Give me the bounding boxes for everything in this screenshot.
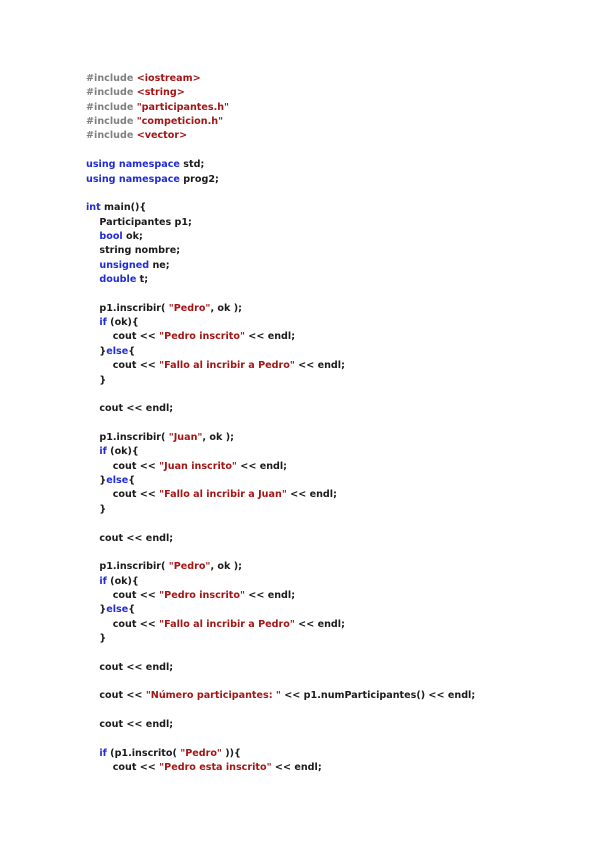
code-token: if bbox=[99, 317, 107, 329]
code-line bbox=[86, 244, 586, 258]
code-token: if bbox=[99, 575, 107, 587]
code-line bbox=[86, 517, 586, 531]
code-token: else bbox=[106, 475, 129, 487]
code-token: "Juan" bbox=[168, 431, 203, 443]
code-token: { bbox=[128, 604, 136, 616]
code-token: << endl; bbox=[271, 762, 322, 774]
code-token: << p1.numParticipantes() << endl; bbox=[280, 690, 476, 702]
code-token: "Fallo al incribir a Pedro" bbox=[159, 618, 295, 630]
code-token: bool bbox=[99, 230, 123, 242]
code-token: cout << endl; bbox=[86, 532, 174, 544]
code-token: #include bbox=[86, 87, 137, 99]
code-token: cout << bbox=[86, 589, 160, 601]
code-token: "Pedro" bbox=[180, 747, 222, 759]
code-token: using bbox=[86, 173, 116, 185]
code-token: #include bbox=[86, 101, 137, 113]
code-token: <string> bbox=[136, 87, 185, 99]
code-token: << endl; bbox=[244, 589, 296, 601]
code-line bbox=[86, 129, 586, 143]
code-token: "Pedro esta inscrito" bbox=[159, 762, 272, 774]
code-token: { bbox=[128, 475, 136, 487]
code-token: if bbox=[99, 446, 107, 458]
code-token: "Fallo al incribir a Juan" bbox=[159, 489, 287, 501]
code-line bbox=[86, 488, 586, 502]
code-line bbox=[86, 359, 586, 373]
code-token: cout << endl; bbox=[86, 403, 174, 415]
code-token: "Número participantes: " bbox=[145, 690, 281, 702]
code-line bbox=[86, 460, 586, 474]
code-token: } bbox=[86, 604, 107, 616]
code-token: , ok ); bbox=[210, 561, 242, 573]
code-line bbox=[86, 287, 586, 301]
code-line bbox=[86, 761, 586, 775]
code-line bbox=[86, 230, 586, 244]
code-token: #include bbox=[86, 73, 137, 84]
code-token bbox=[86, 576, 99, 587]
code-token: cout << endl; bbox=[86, 719, 174, 731]
code-token: , ok ); bbox=[202, 431, 234, 443]
code-token: << endl; bbox=[286, 489, 337, 501]
code-token: { bbox=[128, 345, 136, 357]
code-line bbox=[86, 187, 586, 201]
code-token: <iostream> bbox=[136, 73, 201, 84]
code-token: "Pedro inscrito" bbox=[159, 589, 245, 601]
code-line bbox=[86, 431, 586, 445]
code-token: } bbox=[86, 633, 107, 645]
code-line bbox=[86, 173, 586, 187]
code-line bbox=[86, 560, 586, 574]
code-line bbox=[86, 546, 586, 560]
code-token: cout << bbox=[86, 331, 160, 343]
code-token: cout << bbox=[86, 460, 160, 472]
code-token: ne; bbox=[149, 259, 170, 271]
code-line bbox=[86, 747, 586, 761]
code-line bbox=[86, 86, 586, 100]
code-line bbox=[86, 603, 586, 617]
code-token: prog2; bbox=[179, 173, 219, 185]
code-token: (ok){ bbox=[106, 446, 139, 458]
code-token: (ok){ bbox=[106, 317, 139, 329]
code-token bbox=[86, 317, 99, 328]
code-token bbox=[86, 748, 99, 759]
code-line bbox=[86, 158, 586, 172]
code-line bbox=[86, 689, 586, 703]
code-token: namespace bbox=[118, 159, 180, 171]
code-line bbox=[86, 661, 586, 675]
code-line bbox=[86, 330, 586, 344]
code-line bbox=[86, 675, 586, 689]
code-line bbox=[86, 259, 586, 273]
code-line bbox=[86, 417, 586, 431]
code-token: cout << bbox=[86, 360, 160, 372]
code-token: else bbox=[106, 604, 129, 616]
code-token: "Juan inscrito" bbox=[159, 460, 237, 472]
code-line bbox=[86, 115, 586, 129]
code-line bbox=[86, 646, 586, 660]
code-token: ok; bbox=[122, 230, 143, 242]
code-token: std; bbox=[179, 159, 205, 171]
code-token: string nombre; bbox=[86, 245, 181, 257]
code-line bbox=[86, 273, 586, 287]
code-token: "Pedro" bbox=[168, 561, 211, 573]
code-line bbox=[86, 316, 586, 330]
code-line bbox=[86, 733, 586, 747]
code-token: } bbox=[86, 374, 107, 386]
code-token: cout << bbox=[86, 618, 160, 630]
code-line bbox=[86, 302, 586, 316]
code-token: int bbox=[86, 202, 101, 214]
code-token: << endl; bbox=[294, 360, 345, 372]
code-line bbox=[86, 618, 586, 632]
code-token: cout << bbox=[86, 762, 160, 774]
code-token: << endl; bbox=[244, 331, 296, 343]
code-line bbox=[86, 718, 586, 732]
code-token bbox=[86, 446, 99, 457]
code-token: main(){ bbox=[100, 202, 147, 214]
code-token: cout << bbox=[86, 690, 146, 702]
code-token: (p1.inscrito( bbox=[106, 747, 181, 759]
code-line bbox=[86, 575, 586, 589]
code-line bbox=[86, 445, 586, 459]
code-token: cout << bbox=[86, 489, 160, 501]
code-line bbox=[86, 216, 586, 230]
code-token: "participantes.h" bbox=[136, 101, 230, 113]
code-token: , ok ); bbox=[210, 302, 242, 314]
code-line bbox=[86, 474, 586, 488]
code-token bbox=[86, 231, 99, 242]
code-token: namespace bbox=[118, 173, 180, 185]
code-token bbox=[86, 260, 99, 271]
code-token: t; bbox=[136, 274, 149, 286]
code-block bbox=[86, 72, 586, 776]
code-token: p1.inscribir( bbox=[86, 431, 169, 443]
code-line bbox=[86, 101, 586, 115]
code-token: else bbox=[106, 345, 129, 357]
code-token: } bbox=[86, 345, 107, 357]
code-token: #include bbox=[86, 130, 137, 142]
code-token: "Fallo al incribir a Pedro" bbox=[159, 360, 295, 372]
code-line bbox=[86, 388, 586, 402]
code-line bbox=[86, 144, 586, 158]
code-token: double bbox=[99, 274, 137, 286]
code-token: unsigned bbox=[99, 259, 150, 271]
code-token: if bbox=[99, 747, 107, 759]
code-token: } bbox=[86, 475, 107, 487]
code-token: <vector> bbox=[136, 130, 188, 142]
code-token: Participantes p1; bbox=[86, 216, 192, 228]
code-line bbox=[86, 503, 586, 517]
code-token: (ok){ bbox=[106, 575, 139, 587]
code-line bbox=[86, 632, 586, 646]
code-line bbox=[86, 374, 586, 388]
code-line bbox=[86, 704, 586, 718]
code-token bbox=[86, 274, 99, 285]
code-token: "Pedro inscrito" bbox=[159, 331, 245, 343]
code-token: )){ bbox=[221, 747, 241, 759]
code-token: using bbox=[86, 159, 116, 171]
code-line bbox=[86, 345, 586, 359]
code-token: << endl; bbox=[236, 460, 288, 472]
code-token: } bbox=[86, 503, 107, 515]
code-token: #include bbox=[86, 116, 137, 128]
code-token: cout << endl; bbox=[86, 661, 174, 673]
code-token: p1.inscribir( bbox=[86, 561, 169, 573]
code-line bbox=[86, 201, 586, 215]
code-line bbox=[86, 532, 586, 546]
code-line bbox=[86, 72, 586, 86]
code-token: p1.inscribir( bbox=[86, 302, 169, 314]
code-line bbox=[86, 589, 586, 603]
code-line bbox=[86, 402, 586, 416]
code-token: "competicion.h" bbox=[136, 116, 224, 128]
code-token: << endl; bbox=[294, 618, 345, 630]
code-token: "Pedro" bbox=[168, 302, 211, 314]
